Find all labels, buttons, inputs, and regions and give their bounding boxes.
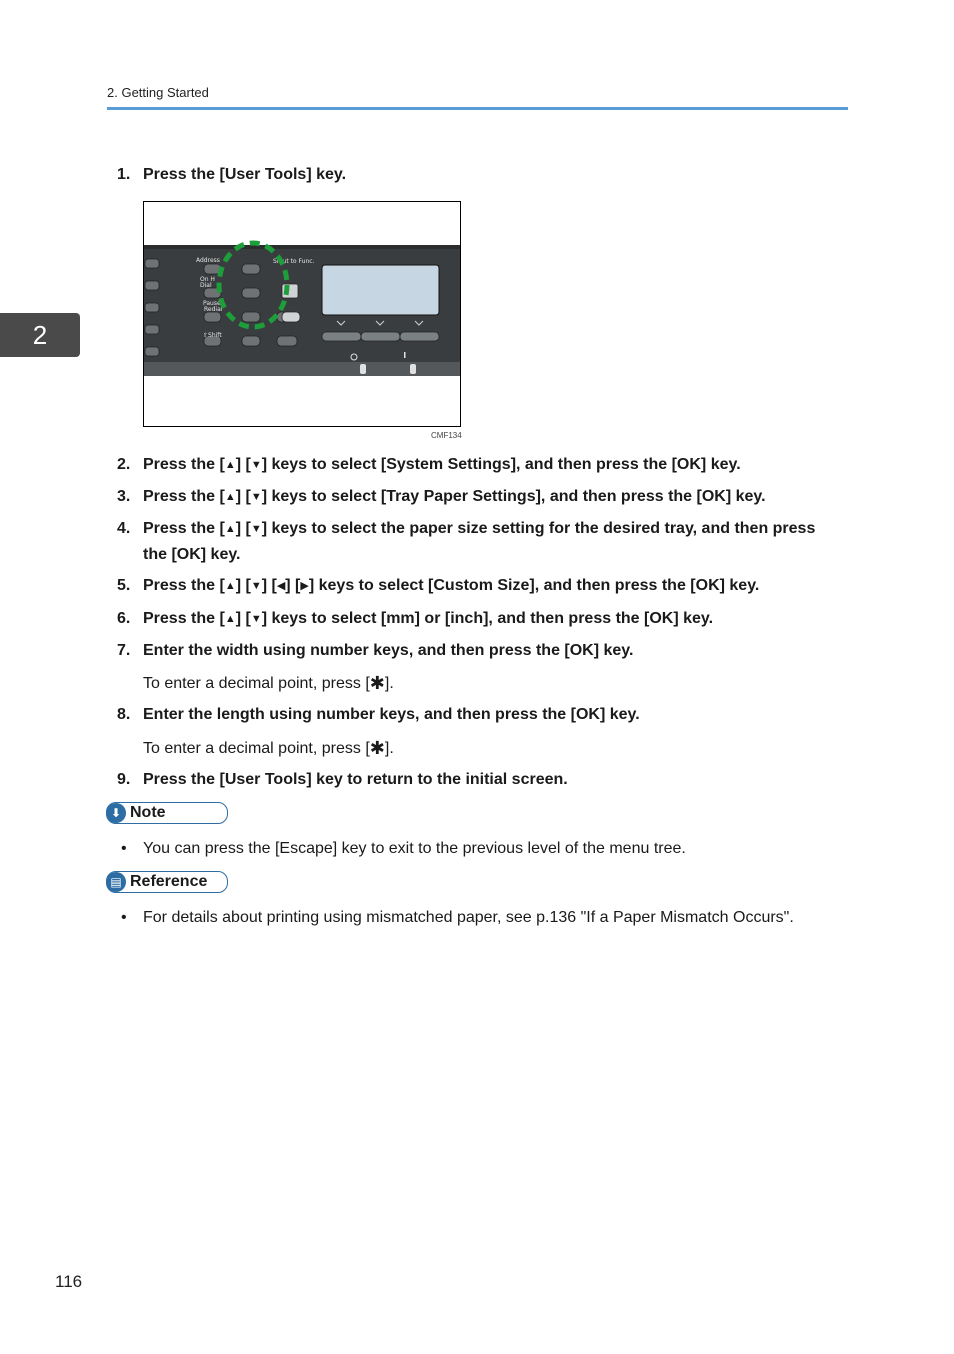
up-arrow-icon: ▲ xyxy=(224,613,236,625)
book-icon: ▤ xyxy=(106,872,126,892)
reference-badge xyxy=(106,871,228,893)
step-text: Enter the width using number keys, and then press the [OK] key. xyxy=(143,642,634,659)
note-item-text: You can press the [Escape] key to exit to the previous level of the menu tree. xyxy=(143,840,686,857)
step-1 xyxy=(117,162,837,187)
step-text: Press the [User Tools] key. xyxy=(143,166,347,183)
figure-id: CMF134 xyxy=(431,431,462,440)
step-7-note: To enter a decimal point, press [✱]. xyxy=(143,673,394,693)
step-number: 6. xyxy=(117,610,131,627)
step-number: 5. xyxy=(117,577,131,594)
step-number: 7. xyxy=(117,642,131,659)
panel-label-on-hook: On H xyxy=(200,276,215,283)
note-badge xyxy=(106,802,228,824)
left-arrow-icon: ◀ xyxy=(276,580,286,592)
step-4 xyxy=(117,516,837,567)
reference-label: Reference xyxy=(130,873,208,890)
control-panel-illustration xyxy=(143,201,461,427)
step-3 xyxy=(117,484,837,510)
step-text: Press the [▲] [▼] keys to select [mm] or [inch], and then press the [OK] key. xyxy=(143,610,714,627)
reference-item xyxy=(121,905,794,930)
down-arrow-icon: ▼ xyxy=(250,459,262,471)
step-5 xyxy=(117,573,837,599)
down-arrow-icon: ⬇ xyxy=(106,803,126,823)
control-panel-svg xyxy=(144,202,460,426)
step-number: 9. xyxy=(117,771,131,788)
bullet-icon: • xyxy=(121,909,127,926)
up-arrow-icon: ▲ xyxy=(224,459,236,471)
step-text: Enter the length using number keys, and then press the [OK] key. xyxy=(143,706,640,723)
asterisk-key-icon: ✱ xyxy=(369,738,385,758)
note-item xyxy=(121,836,686,861)
chapter-header: 2. Getting Started xyxy=(107,85,209,100)
step-2 xyxy=(117,452,837,478)
step-7 xyxy=(117,638,837,663)
header-rule xyxy=(107,107,848,110)
step-number: 2. xyxy=(117,456,131,473)
down-arrow-icon: ▼ xyxy=(250,523,262,535)
note-label: Note xyxy=(130,804,166,821)
asterisk-key-icon: ✱ xyxy=(369,673,385,693)
up-arrow-icon: ▲ xyxy=(224,580,236,592)
step-text: Press the [▲] [▼] keys to select [Tray Paper Settings], and then press the [OK] key. xyxy=(143,488,766,505)
panel-label-shift: ⇧Shift xyxy=(203,332,222,339)
step-number: 8. xyxy=(117,706,131,723)
down-arrow-icon: ▼ xyxy=(250,613,262,625)
step-text: Press the [▲] [▼] keys to select [System Settings], and then press the [OK] key. xyxy=(143,456,741,473)
step-number: 4. xyxy=(117,520,131,537)
panel-label-address: Address xyxy=(196,257,220,264)
bullet-icon: • xyxy=(121,840,127,857)
reference-item-text: For details about printing using mismatched paper, see p.136 "If a Paper Mismatch Occurs". xyxy=(143,909,794,926)
up-arrow-icon: ▲ xyxy=(224,523,236,535)
page-number: 116 xyxy=(55,1272,83,1291)
step-text: Press the [User Tools] key to return to the initial screen. xyxy=(143,771,568,788)
panel-label-shortcut: Sh ut to Func. xyxy=(273,258,315,265)
panel-label-pause: Pause/ xyxy=(203,300,223,307)
step-number: 3. xyxy=(117,488,131,505)
step-8-note: To enter a decimal point, press [✱]. xyxy=(143,738,394,758)
step-8 xyxy=(117,702,837,727)
up-arrow-icon: ▲ xyxy=(224,491,236,503)
step-text: Press the [▲] [▼] [◀] [▶] keys to select [Custom Size], and then press the [OK] key. xyxy=(143,577,760,594)
right-arrow-icon: ▶ xyxy=(300,580,309,592)
panel-label-redial: Redial xyxy=(204,306,223,313)
step-text: Press the [▲] [▼] keys to select the paper size setting for the desired tray, and then press the [OK] key. xyxy=(143,520,816,563)
step-6 xyxy=(117,606,837,632)
chapter-tab: 2 xyxy=(0,313,80,357)
down-arrow-icon: ▼ xyxy=(250,580,262,592)
down-arrow-icon: ▼ xyxy=(250,491,262,503)
panel-label-dial: Dial xyxy=(200,282,212,289)
step-number: 1. xyxy=(117,166,131,183)
step-9 xyxy=(117,767,837,792)
